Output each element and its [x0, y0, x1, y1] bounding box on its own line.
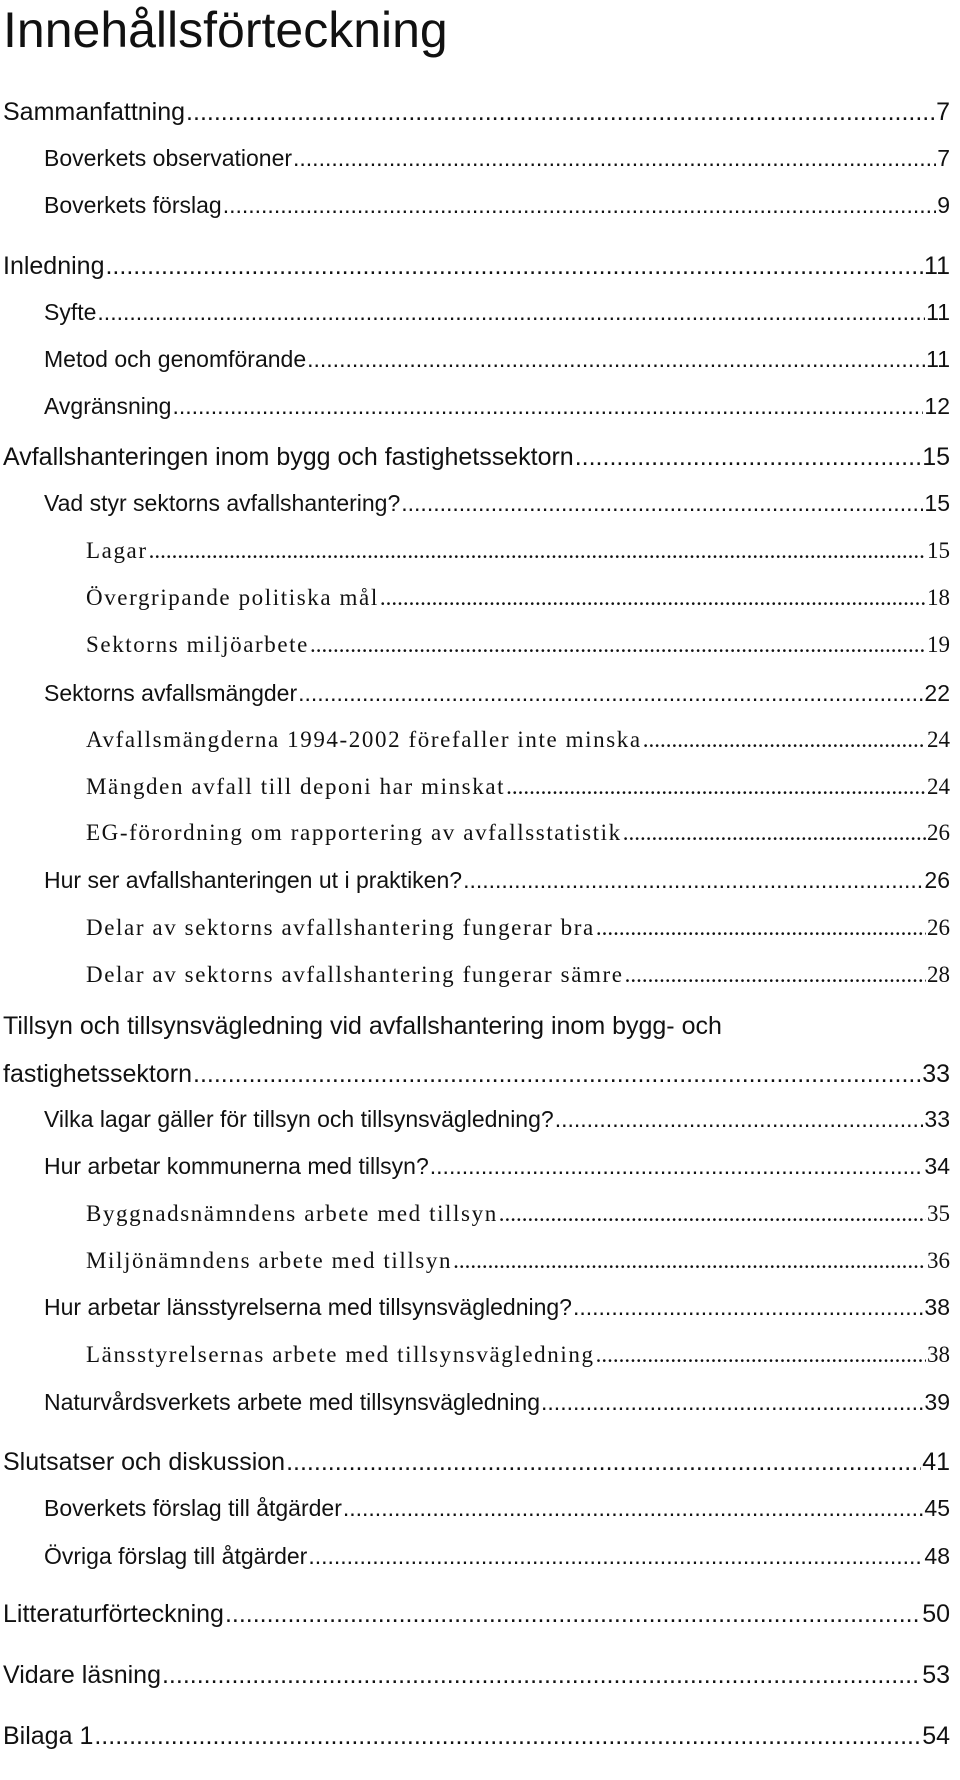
toc-entry[interactable] [44, 192, 950, 219]
toc-entry-text: Sammanfattning [3, 98, 186, 126]
toc-page-number: 22 [924, 680, 950, 706]
toc-entry[interactable] [44, 1294, 950, 1321]
toc-entry[interactable] [44, 867, 950, 894]
toc-entry-text: Litteraturförteckning [3, 1600, 224, 1628]
toc-entry-text: Vidare läsning [3, 1661, 161, 1689]
dot-leader [453, 1248, 926, 1274]
toc-page-number: 11 [924, 252, 950, 280]
toc-page-number: 11 [926, 346, 950, 372]
toc-entry-text: Tillsyn och tillsynsvägledning vid avfallshantering inom bygg- och [3, 1012, 722, 1040]
dot-leader [643, 727, 926, 753]
toc-page-number: 54 [922, 1722, 950, 1750]
toc-entry-text: Delar av sektorns avfallshantering fungerar bra [86, 915, 595, 940]
toc-entry-text: Boverkets observationer [44, 145, 293, 171]
toc-page-number: 36 [927, 1248, 950, 1273]
dot-leader [223, 192, 937, 219]
toc-entry-text: Naturvårdsverkets arbete med tillsynsvägledning [44, 1389, 541, 1415]
toc-entry[interactable] [44, 680, 950, 707]
dot-leader [541, 1389, 923, 1416]
toc-page-number: 18 [927, 585, 950, 610]
dot-leader [463, 867, 923, 894]
dot-leader [430, 1153, 924, 1180]
toc-entry-text: Lagar [86, 538, 148, 563]
toc-page-number: 7 [936, 98, 950, 126]
dot-leader [225, 1600, 921, 1629]
toc-entry[interactable] [86, 727, 950, 753]
toc-page-number: 26 [927, 820, 950, 845]
dot-leader [625, 962, 926, 988]
toc-page-number: 24 [927, 727, 950, 752]
toc-entry-text-continuation: fastighetssektorn [3, 1060, 192, 1088]
toc-entry-text: Hur ser avfallshanteringen ut i praktiken? [44, 867, 463, 893]
toc-entry[interactable] [44, 1153, 950, 1180]
toc-page-number: 12 [924, 393, 950, 419]
dot-leader [172, 393, 923, 420]
toc-entry[interactable] [3, 1722, 950, 1751]
toc-page-number: 9 [937, 192, 950, 218]
toc-entry[interactable] [86, 820, 950, 846]
toc-page-number: 7 [937, 145, 950, 171]
toc-entry-text: Vad styr sektorns avfallshantering? [44, 490, 401, 516]
toc-entry[interactable] [44, 346, 950, 373]
toc-entry-text: Miljönämndens arbete med tillsyn [86, 1248, 453, 1273]
toc-page-number: 28 [927, 962, 950, 987]
toc-entry-text: Boverkets förslag [44, 192, 222, 218]
toc-entry[interactable] [86, 1248, 950, 1274]
toc-entry[interactable] [86, 915, 950, 941]
toc-entry-text: Sektorns miljöarbete [86, 632, 309, 657]
toc-entry[interactable] [86, 585, 950, 611]
dot-leader [401, 490, 923, 517]
dot-leader [623, 820, 926, 846]
toc-page-number: 53 [922, 1661, 950, 1689]
toc-page-number: 35 [927, 1201, 950, 1226]
toc-entry[interactable] [44, 1543, 950, 1570]
dot-leader [286, 1448, 921, 1477]
toc-entry[interactable] [44, 299, 950, 326]
dot-leader [94, 1722, 921, 1751]
toc-entry-text: Byggnadsnämndens arbete med tillsyn [86, 1201, 498, 1226]
dot-leader [149, 538, 926, 564]
dot-leader [162, 1661, 921, 1690]
toc-entry-text: Sektorns avfallsmängder [44, 680, 298, 706]
page-title: Innehållsförteckning [3, 2, 448, 58]
dot-leader [555, 1106, 924, 1133]
toc-entry-text: Avfallsmängderna 1994-2002 förefaller inte minska [86, 727, 642, 752]
dot-leader [105, 252, 923, 281]
toc-entry-text: Boverkets förslag till åtgärder [44, 1495, 342, 1521]
toc-entry-text: Hur arbetar kommunerna med tillsyn? [44, 1153, 429, 1179]
toc-entry-text: EG-förordning om rapportering av avfallsstatistik [86, 820, 622, 845]
dot-leader [596, 915, 926, 941]
toc-page-number: 26 [927, 915, 950, 940]
dot-leader [310, 632, 926, 658]
toc-entry-text: Övriga förslag till åtgärder [44, 1543, 308, 1569]
toc-page-number: 19 [927, 632, 950, 657]
toc-entry[interactable] [3, 1448, 950, 1477]
toc-page-number: 26 [924, 867, 950, 893]
dot-leader [186, 98, 935, 127]
toc-entry[interactable] [44, 145, 950, 172]
toc-entry-text: Bilaga 1 [3, 1722, 94, 1750]
toc-entry-text: Avgränsning [44, 393, 172, 419]
toc-page-number: 38 [927, 1342, 950, 1367]
toc-entry[interactable] [86, 632, 950, 658]
toc-entry[interactable] [86, 962, 950, 988]
toc-page-number: 15 [924, 490, 950, 516]
toc-entry[interactable] [44, 1106, 950, 1133]
toc-entry[interactable] [3, 1600, 950, 1629]
toc-entry[interactable] [3, 98, 950, 127]
dot-leader [293, 145, 936, 172]
toc-page-number: 50 [922, 1600, 950, 1628]
dot-leader [573, 1294, 923, 1321]
toc-entry[interactable] [86, 774, 950, 800]
toc-entry[interactable] [44, 1389, 950, 1416]
dot-leader [575, 443, 921, 472]
toc-page-number: 34 [924, 1153, 950, 1179]
toc-page-number: 33 [924, 1106, 950, 1132]
toc-entry-text: Avfallshanteringen inom bygg och fastighetssektorn [3, 443, 574, 471]
toc-entry[interactable] [3, 443, 950, 472]
toc-entry-text: Mängden avfall till deponi har minskat [86, 774, 506, 799]
toc-entry-text: Delar av sektorns avfallshantering fungerar sämre [86, 962, 624, 987]
toc-page-number: 38 [924, 1294, 950, 1320]
toc-entry[interactable] [44, 393, 950, 420]
toc-page-number: 11 [926, 299, 950, 325]
toc-page-number: 15 [927, 538, 950, 563]
dot-leader [343, 1495, 924, 1522]
toc-page-number: 48 [924, 1543, 950, 1569]
toc-entry[interactable] [44, 490, 950, 517]
dot-leader [298, 680, 923, 707]
toc-entry[interactable] [86, 538, 950, 564]
toc-entry[interactable] [44, 1495, 950, 1522]
toc-entry[interactable] [86, 1201, 950, 1227]
toc-page-number: 33 [922, 1060, 950, 1088]
toc-page-number: 15 [922, 443, 950, 471]
toc-entry-text: Övergripande politiska mål [86, 585, 379, 610]
toc-entry-text: Hur arbetar länsstyrelserna med tillsynsvägledning? [44, 1294, 572, 1320]
dot-leader [308, 1543, 923, 1570]
toc-entry-text: Syfte [44, 299, 97, 325]
dot-leader [499, 1201, 926, 1227]
dot-leader [380, 585, 926, 611]
toc-entry-text: Slutsatser och diskussion [3, 1448, 286, 1476]
dot-leader [307, 346, 925, 373]
toc-entry[interactable] [3, 252, 950, 281]
toc-entry[interactable] [86, 1342, 950, 1368]
toc-entry-text: Vilka lagar gäller för tillsyn och tillsynsvägledning? [44, 1106, 554, 1132]
toc-page-number: 45 [924, 1495, 950, 1521]
dot-leader [596, 1342, 926, 1368]
toc-entry-text: Inledning [3, 252, 105, 280]
toc-entry[interactable] [3, 1661, 950, 1690]
toc-entry[interactable] [3, 1060, 950, 1089]
toc-entry-text: Länsstyrelsernas arbete med tillsynsvägledning [86, 1342, 595, 1367]
toc-page-number: 39 [924, 1389, 950, 1415]
toc-entry-text: Metod och genomförande [44, 346, 307, 372]
dot-leader [97, 299, 925, 326]
toc-page-number: 41 [922, 1448, 950, 1476]
dot-leader [506, 774, 926, 800]
dot-leader [193, 1060, 921, 1089]
toc-page-number: 24 [927, 774, 950, 799]
